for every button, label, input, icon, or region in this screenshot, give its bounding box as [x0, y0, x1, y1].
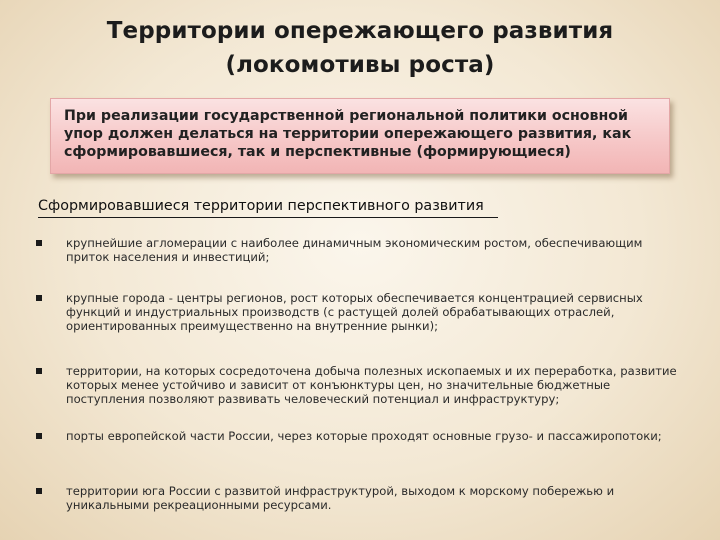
square-bullet-icon — [36, 240, 42, 246]
list-item-text: крупнейшие агломерации с наиболее динамичным экономическим ростом, обеспечивающим приток населения и инвестиций; — [66, 236, 643, 264]
list-item-text: территории юга России с развитой инфраструктурой, выходом к морскому побережью и уникальными рекреационными ресурсами. — [66, 484, 615, 512]
subheading: Сформировавшиеся территории перспективного развития — [38, 198, 484, 214]
subheading-underline — [38, 217, 498, 218]
list-item-text: крупные города - центры регионов, рост которых обеспечивается концентрацией сервисных функций и индустриальных производств (с растущей долей обрабатывающих отраслей, ориентированных преимущественно на внутренние рынки); — [66, 291, 643, 333]
square-bullet-icon — [36, 488, 42, 494]
square-bullet-icon — [36, 368, 42, 374]
callout-box: При реализации государственной региональной политики основной упор должен делаться на территории опережающего развития, как сформировавшиеся, так и перспективные (формирующиеся) — [50, 98, 670, 174]
list-item-text: территории, на которых сосредоточена добыча полезных ископаемых и их переработка, развитие которых менее устойчиво и зависит от конъюнктуры цен, но значительные бюджетные поступления позволяют развивать человеческий потенциал и инфраструктуру; — [66, 364, 677, 406]
title-line-2: (локомотивы роста) — [225, 52, 495, 78]
list-item-text: порты европейской части России, через которые проходят основные грузо- и пассажиропотоки; — [66, 429, 662, 443]
slide-title — [60, 14, 660, 82]
title-line-1: Территории опережающего развития — [106, 18, 614, 44]
square-bullet-icon — [36, 295, 42, 301]
square-bullet-icon — [36, 433, 42, 439]
